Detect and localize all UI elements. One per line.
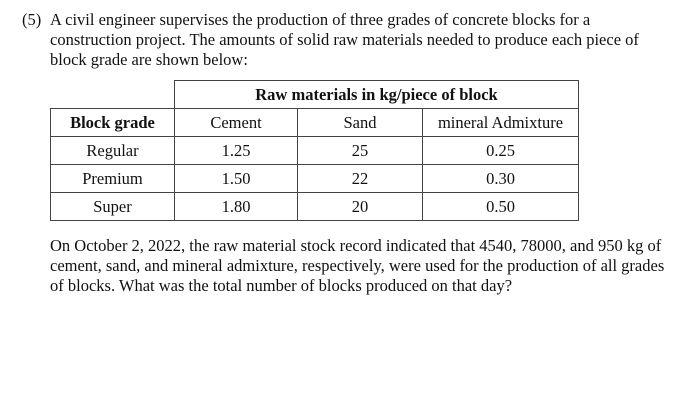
raw-materials-table bbox=[50, 80, 579, 221]
table-group-header-row bbox=[51, 81, 579, 109]
cell-grade: Super bbox=[51, 193, 175, 221]
header-cement: Cement bbox=[175, 109, 298, 137]
cell-admixture: 0.25 bbox=[423, 137, 579, 165]
table-row bbox=[51, 193, 579, 221]
problem-statement bbox=[22, 10, 672, 70]
cell-admixture: 0.30 bbox=[423, 165, 579, 193]
table-corner-cell bbox=[51, 81, 175, 109]
table-header-row bbox=[51, 109, 579, 137]
problem-intro bbox=[22, 10, 672, 70]
cell-grade: Premium bbox=[51, 165, 175, 193]
cell-sand: 25 bbox=[298, 137, 423, 165]
header-block-grade: Block grade bbox=[51, 109, 175, 137]
cell-grade: Regular bbox=[51, 137, 175, 165]
cell-admixture: 0.50 bbox=[423, 193, 579, 221]
cell-cement: 1.25 bbox=[175, 137, 298, 165]
cell-sand: 20 bbox=[298, 193, 423, 221]
table-row bbox=[51, 165, 579, 193]
header-sand: Sand bbox=[298, 109, 423, 137]
table-group-header: Raw materials in kg/piece of block bbox=[175, 81, 579, 109]
problem-intro-text: A civil engineer supervises the production of three grades of concrete blocks for a construction project. The amounts of solid raw materials needed to produce each piece of block grade are shown below: bbox=[50, 10, 639, 69]
cell-cement: 1.50 bbox=[175, 165, 298, 193]
cell-sand: 22 bbox=[298, 165, 423, 193]
header-mineral-admixture: mineral Admixture bbox=[423, 109, 579, 137]
cell-cement: 1.80 bbox=[175, 193, 298, 221]
problem-question: On October 2, 2022, the raw material stock record indicated that 4540, 78000, and 950 kg of cement, sand, and mineral admixture, respectively, were used for the production of all grades of blocks. What was the total number of blocks produced on that day? bbox=[50, 236, 665, 295]
problem-number: (5) bbox=[22, 10, 42, 29]
table-row bbox=[51, 137, 579, 165]
